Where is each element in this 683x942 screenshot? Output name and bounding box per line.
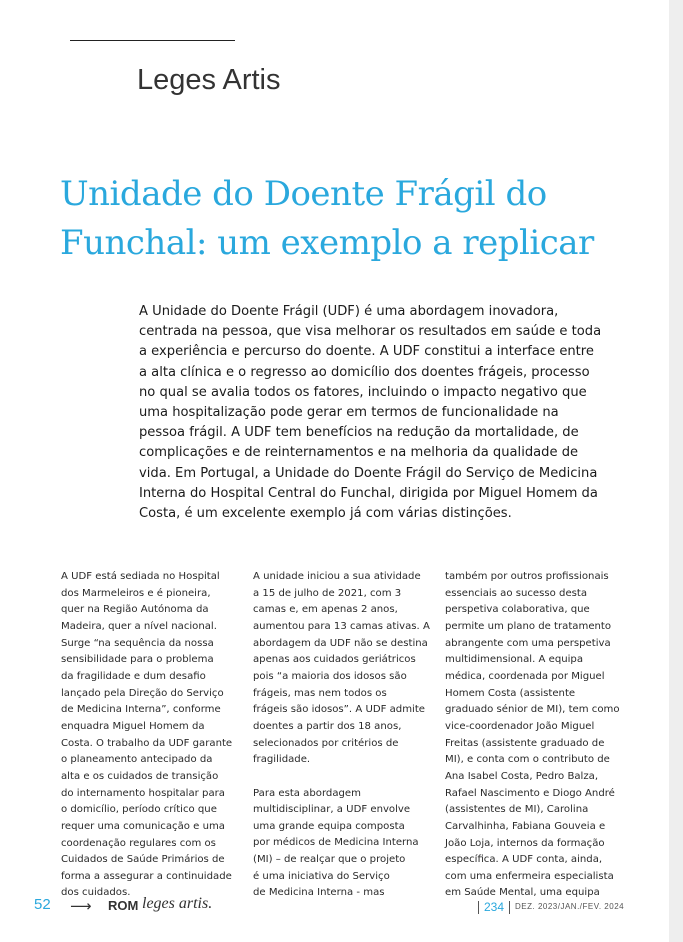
article-title <box>60 170 650 268</box>
column-line: o planeamento antecipado da <box>61 754 213 766</box>
column-line: pois “a maioria dos idosos são <box>253 670 407 682</box>
lead-line: a alta clínica e o regresso ao domicílio dos doentes frágeis, processo <box>139 364 590 380</box>
column-line: permite um plano de tratamento <box>445 620 612 632</box>
column-line: enquadra Miguel Homem da <box>61 720 205 732</box>
column-line: camas e, em apenas 2 anos, <box>253 604 398 616</box>
column-line: Costa. O trabalho da UDF garante <box>61 737 233 749</box>
top-rule <box>70 40 235 41</box>
column-line: Homem Costa (assistente <box>445 687 576 699</box>
column-line: (assistentes de MI), Carolina <box>445 804 589 816</box>
lead-line: uma hospitalização pode gerar em termos de funcionalidade na <box>139 405 559 421</box>
body-column-3 <box>445 569 625 902</box>
column-line: específica. A UDF conta, ainda, <box>445 854 603 866</box>
article-lead <box>139 302 619 524</box>
footer-divider <box>509 901 510 914</box>
lead-line: a experiência e percurso do doente. A UDF constitui a interface entre <box>139 344 594 360</box>
lead-line: vida. Em Portugal, a Unidade do Doente Frágil do Serviço de Medicina <box>139 465 598 481</box>
body-column-2 <box>253 569 433 902</box>
column-line: Carvalhinha, Fabiana Gouveia e <box>445 820 606 832</box>
paragraph-gap <box>253 769 433 786</box>
column-line: abordagem da UDF não se destina <box>253 637 428 649</box>
column-line: alta e os cuidados de transição <box>61 770 219 782</box>
lead-line: complicações e de reinternamentos e na melhoria da qualidade de <box>139 445 579 461</box>
article-title-line: Funchal: um exemplo a replicar <box>60 223 594 263</box>
column-line: doentes a partir dos 18 anos, <box>253 720 402 732</box>
column-line: por médicos de Medicina Interna <box>253 837 419 849</box>
column-line: vice-coordenador João Miguel <box>445 720 595 732</box>
column-line: Ana Isabel Costa, Pedro Balza, <box>445 770 599 782</box>
footer-section-name: leges artis. <box>142 895 213 912</box>
column-line: coordenação regulares com os <box>61 837 216 849</box>
column-line: graduado sénior de MI), tem como <box>445 704 620 716</box>
column-line: Cuidados de Saúde Primários de <box>61 854 225 866</box>
column-line: dos Marmeleiros e é pioneira, <box>61 587 211 599</box>
column-line: requer uma comunicação e uma <box>61 820 225 832</box>
article-title-line: Unidade do Doente Frágil do <box>60 174 547 214</box>
column-line: perspetiva colaborativa, que <box>445 604 590 616</box>
column-line: com uma enfermeira especialista <box>445 870 614 882</box>
column-line: o domicílio, período crítico que <box>61 804 217 816</box>
column-line: Para esta abordagem <box>253 787 361 799</box>
column-line: multidisciplinar, a UDF envolve <box>253 804 411 816</box>
column-line: fragilidade. <box>253 754 311 766</box>
column-line: médica, coordenada por Miguel <box>445 670 605 682</box>
column-line: em Saúde Mental, uma equipa <box>445 887 600 899</box>
footer-divider <box>478 901 479 914</box>
column-line: forma a assegurar a continuidade <box>61 870 232 882</box>
column-line: aumentou para 13 camas ativas. A <box>253 620 430 632</box>
column-line: do internamento hospitalar para <box>61 787 225 799</box>
column-line: frágeis são idosos”. A UDF admite <box>253 704 426 716</box>
magazine-logo: ROM <box>108 898 139 913</box>
column-line: Madeira, quer a nível nacional. <box>61 620 217 632</box>
lead-line: pessoa frágil. A UDF tem benefícios na redução da mortalidade, de <box>139 425 579 441</box>
issue-number: 234 <box>484 900 505 914</box>
column-line: também por outros profissionais <box>445 571 609 582</box>
page-number: 52 <box>34 896 51 913</box>
column-line: MI), e conta com o contributo de <box>445 754 610 766</box>
column-line: da fragilidade e dum desafio <box>61 670 206 682</box>
column-line: essenciais ao sucesso desta <box>445 587 588 599</box>
column-line: João Loja, internos da formação <box>445 837 605 849</box>
column-line: multidimensional. A equipa <box>445 654 584 666</box>
column-line: frágeis, mas nem todos os <box>253 687 387 699</box>
column-line: Rafael Nascimento e Diogo André <box>445 787 615 799</box>
column-line: quer na Região Autónoma da <box>61 604 209 616</box>
column-line: A UDF está sediada no Hospital <box>61 571 220 582</box>
column-line: a 15 de julho de 2021, com 3 <box>253 587 402 599</box>
column-line: Surge “na sequência da nossa <box>61 637 214 649</box>
column-line: sensibilidade para o problema <box>61 654 214 666</box>
section-title: Leges Artis <box>137 64 281 96</box>
lead-line: A Unidade do Doente Frágil (UDF) é uma abordagem inovadora, <box>139 304 559 319</box>
arrow-right-icon: ⟶ <box>70 897 92 915</box>
lead-line: Interna do Hospital Central do Funchal, dirigida por Miguel Homem da <box>139 485 598 501</box>
column-line: A unidade iniciou a sua atividade <box>253 571 421 582</box>
column-line: lançado pela Direção do Serviço <box>61 687 224 699</box>
column-line: dos cuidados. <box>61 887 131 899</box>
column-line: (MI) – de realçar que o projeto <box>253 854 406 866</box>
lead-line: no qual se avalia todos os fatores, incluindo o impacto negativo que <box>139 384 587 400</box>
page-edge-shadow <box>669 0 683 942</box>
lead-line: centrada na pessoa, que visa melhorar os resultados em saúde e toda <box>139 324 602 340</box>
column-line: de Medicina Interna”, conforme <box>61 704 221 716</box>
column-line: abrangente com uma perspetiva <box>445 637 611 649</box>
column-line: Freitas (assistente graduado de <box>445 737 605 749</box>
column-line: uma grande equipa composta <box>253 820 405 832</box>
lead-line: Costa, é um excelente exemplo já com várias distinções. <box>139 506 512 522</box>
column-line: apenas aos cuidados geriátricos <box>253 654 416 666</box>
body-column-1 <box>61 569 241 902</box>
issue-date: DEZ. 2023/JAN./FEV. 2024 <box>515 902 625 911</box>
column-line: é uma iniciativa do Serviço <box>253 870 390 882</box>
column-line: de Medicina Interna - mas <box>253 887 385 899</box>
column-line: selecionados por critérios de <box>253 737 399 749</box>
